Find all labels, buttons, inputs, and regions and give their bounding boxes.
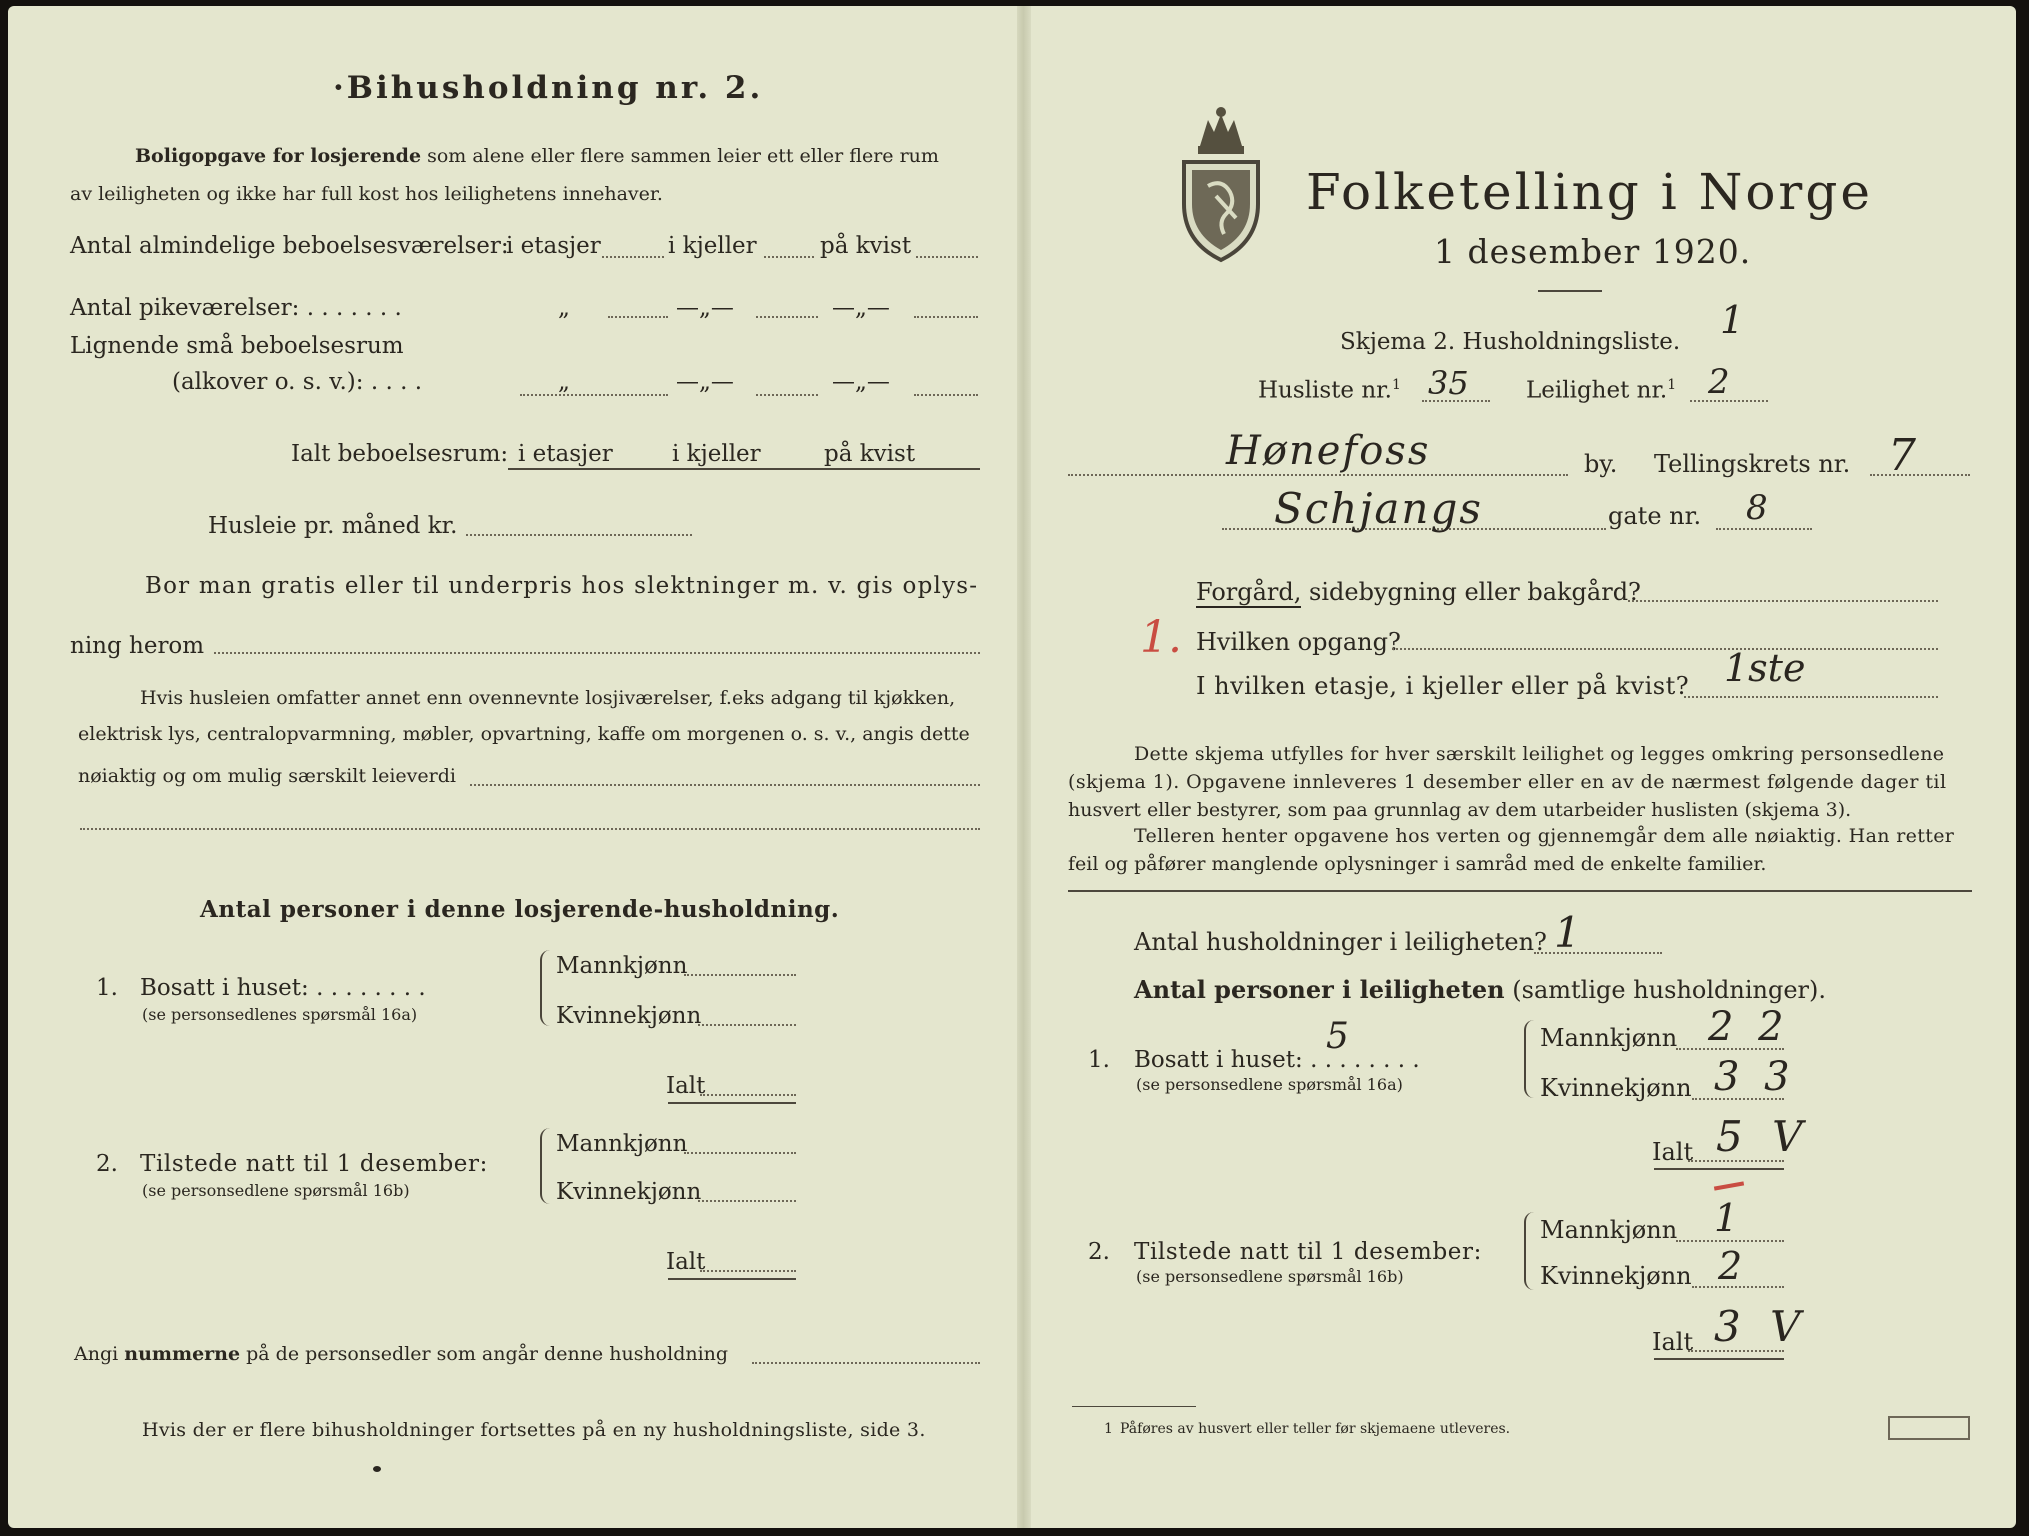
husliste-text: Husliste nr. xyxy=(1258,377,1392,404)
right-q1-num: 1. xyxy=(1088,1047,1110,1073)
continue-note: Hvis der er flere bihusholdninger fortsettes på en ny husholdningsliste, side 3. xyxy=(142,1419,926,1441)
ialt-kvist: på kvist xyxy=(824,441,916,467)
by-label: by. xyxy=(1584,450,1618,478)
right-q1-brace xyxy=(1524,1020,1534,1098)
leilighet-label xyxy=(1526,376,1676,405)
rent-label: Husleie pr. måned kr. xyxy=(208,513,458,539)
red-mark: 1. xyxy=(1140,612,1182,663)
right-q2-ialt-handwritten: 3 V xyxy=(1714,1302,1809,1351)
left-q2-ialt-field xyxy=(700,1270,796,1272)
right-q2-mann: Mannkjønn xyxy=(1540,1216,1678,1244)
ialt-kjeller: i kjeller xyxy=(672,441,761,467)
pike-ditto-3: —„— xyxy=(832,295,890,321)
rooms-etasjer: i etasjer xyxy=(506,233,601,259)
right-q2-brace xyxy=(1524,1212,1534,1290)
rent-field xyxy=(466,534,692,536)
city-field xyxy=(1068,474,1568,476)
right-q1-label: Bosatt i huset: . . . . . . . . xyxy=(1134,1047,1420,1073)
left-q2-mann: Mannkjønn xyxy=(556,1131,688,1157)
intro-bold: Boligopgave for losjerende xyxy=(135,145,422,167)
leilighet-text: Leilighet nr. xyxy=(1526,377,1668,404)
city-handwritten: Hønefoss xyxy=(1226,428,1431,474)
instr-1: Dette skjema utfylles for hver særskilt leilighet og legges omkring personsedlene xyxy=(1134,743,1945,765)
left-q1-ialt-field xyxy=(700,1094,796,1096)
note-3: nøiaktig og om mulig særskilt leieverdi xyxy=(78,765,456,787)
left-q1-mann-field xyxy=(684,974,796,976)
small-field-2 xyxy=(756,394,818,396)
small-field-3 xyxy=(914,394,978,396)
note-field xyxy=(470,784,980,786)
right-q2-mann-handwritten: 1 xyxy=(1714,1196,1739,1240)
red-check-mark xyxy=(1714,1181,1744,1190)
rooms-kvist: på kvist xyxy=(820,233,912,259)
instr-3: husvert eller bestyrer, som paa grunnlag av dem utarbeider huslisten (skjema 3). xyxy=(1068,799,1852,821)
left-q1-kvinne: Kvinnekjønn xyxy=(556,1003,702,1029)
left-title: ·Bihusholdning nr. 2. xyxy=(333,70,764,106)
small-ditto-3: —„— xyxy=(832,369,890,395)
left-q1-mann: Mannkjønn xyxy=(556,953,688,979)
persons-bold: Antal personer i leiligheten xyxy=(1134,975,1505,1004)
pike-ditto: „ xyxy=(558,295,570,321)
krets-field xyxy=(1870,474,1970,476)
pike-ditto-2: —„— xyxy=(676,295,734,321)
numbers-field xyxy=(752,1362,980,1364)
husliste-handwritten: 35 xyxy=(1428,364,1469,402)
numbers-bold: nummerne xyxy=(124,1343,241,1365)
instr-5: feil og påfører manglende oplysninger i samråd med de enkelte familier. xyxy=(1068,853,1767,875)
pike-field-3 xyxy=(914,316,978,318)
gate-label: gate nr. xyxy=(1608,502,1702,530)
krets-label: Tellingskrets nr. xyxy=(1654,450,1851,478)
footnote-rule xyxy=(1072,1406,1196,1407)
rooms-kjeller-field xyxy=(764,256,814,258)
free-text: Bor man gratis eller til underpris hos slektninger m. v. gis oplys- xyxy=(145,573,979,599)
hh-label: Antal husholdninger i leiligheten? xyxy=(1134,928,1547,956)
intro-line-1 xyxy=(135,144,939,168)
instr-2: (skjema 1). Opgavene innleveres 1 desember eller en av de nærmest følgende dager til xyxy=(1068,771,1947,793)
street-handwritten: Schjangs xyxy=(1274,484,1483,533)
instr-4: Telleren henter opgavene hos verten og gjennemgår dem alle nøiaktig. Han retter xyxy=(1134,825,1955,847)
left-q2-num: 2. xyxy=(96,1151,118,1177)
ink-dot xyxy=(373,1466,381,1472)
left-q1-brace xyxy=(540,950,550,1026)
left-q1-kvinne-field xyxy=(698,1024,796,1026)
left-q2-ialt-rule xyxy=(668,1278,796,1280)
left-q2-brace xyxy=(540,1128,550,1204)
schema-handwritten: 1 xyxy=(1720,298,1745,342)
left-q2-mann-field xyxy=(684,1152,796,1154)
census-form-sheet xyxy=(8,6,2016,1528)
rooms-kvist-field xyxy=(916,256,978,258)
right-q2-mann-field xyxy=(1676,1240,1784,1242)
left-q1-label: Bosatt i huset: . . . . . . . . xyxy=(140,975,426,1001)
free-field xyxy=(214,652,980,654)
left-q1-num: 1. xyxy=(96,975,118,1001)
rooms-etasjer-field xyxy=(602,256,664,258)
forgard-rest: sidebygning eller bakgård? xyxy=(1309,578,1641,606)
footnote-text: Påføres av husvert eller teller før skjemaene utleveres. xyxy=(1120,1421,1511,1437)
right-q1-mann-handwritten: 2 2 xyxy=(1708,1004,1790,1050)
forgard-underlined: Forgård, xyxy=(1196,578,1302,606)
note-1: Hvis husleien omfatter annet enn ovennevnte losjiværelser, f.eks adgang til kjøkken, xyxy=(140,687,956,709)
right-q1-handwritten: 5 xyxy=(1326,1016,1349,1057)
left-q2-kvinne: Kvinnekjønn xyxy=(556,1179,702,1205)
left-q1-ialt-rule xyxy=(668,1102,796,1104)
leilighet-handwritten: 2 xyxy=(1708,362,1730,402)
etasje-label: I hvilken etasje, i kjeller eller på kvist? xyxy=(1196,672,1690,700)
right-q1-ialt: Ialt xyxy=(1652,1138,1694,1166)
krets-handwritten: 7 xyxy=(1888,430,1916,481)
title-rule xyxy=(1538,290,1602,292)
etasje-handwritten: 1ste xyxy=(1724,646,1806,690)
left-q2-sub: (se personsedlene spørsmål 16b) xyxy=(142,1181,410,1200)
ialt-rooms-rule xyxy=(508,468,980,470)
persons-rest: (samtlige husholdninger). xyxy=(1512,976,1827,1004)
right-q2-num: 2. xyxy=(1088,1239,1110,1265)
husliste-label xyxy=(1258,376,1401,405)
right-q1-kvinne: Kvinnekjønn xyxy=(1540,1074,1692,1102)
left-q2-label: Tilstede natt til 1 desember: xyxy=(140,1151,488,1177)
small-ditto: „ xyxy=(558,369,570,395)
schema-label: Skjema 2. Husholdningsliste. xyxy=(1340,329,1681,355)
instr-rule xyxy=(1068,890,1972,892)
right-q1-ialt-rule xyxy=(1654,1168,1784,1170)
right-q1-ialt-handwritten: 5 V xyxy=(1716,1112,1811,1161)
numbers-line xyxy=(74,1342,728,1366)
leilighet-footnote: 1 xyxy=(1667,377,1677,393)
numbers-pre: Angi xyxy=(74,1343,119,1365)
right-persons-heading xyxy=(1134,976,1826,1004)
intro-line-2: av leiligheten og ikke har full kost hos leilighetens innehaver. xyxy=(70,183,663,205)
footnote-number: 1 xyxy=(1104,1421,1113,1437)
right-q2-label: Tilstede natt til 1 desember: xyxy=(1134,1239,1482,1265)
right-q2-ialt-rule xyxy=(1654,1358,1784,1360)
right-q2-ialt: Ialt xyxy=(1652,1328,1694,1356)
small-field-1 xyxy=(520,394,668,396)
opgang-field xyxy=(1392,648,1938,650)
intro-rest: som alene eller flere sammen leier ett eller flere rum xyxy=(427,145,939,167)
right-title: Folketelling i Norge xyxy=(1306,163,1873,221)
right-q2-kvinne: Kvinnekjønn xyxy=(1540,1262,1692,1290)
right-q1-sub: (se personsedlene spørsmål 16a) xyxy=(1136,1075,1403,1094)
hh-handwritten: 1 xyxy=(1554,908,1581,957)
right-q2-kvinne-handwritten: 2 xyxy=(1718,1244,1743,1288)
left-q1-ialt: Ialt xyxy=(666,1073,706,1099)
gate-handwritten: 8 xyxy=(1746,488,1768,528)
ialt-etasjer: i etasjer xyxy=(518,441,613,467)
left-q2-ialt: Ialt xyxy=(666,1249,706,1275)
numbers-rest: på de personsedler som angår denne husholdning xyxy=(246,1343,729,1365)
printer-stamp xyxy=(1888,1416,1970,1440)
note-2: elektrisk lys, centralopvarmning, møbler, opvartning, kaffe om morgenen o. s. v., angis dette xyxy=(78,723,970,745)
coat-of-arms-icon xyxy=(1178,106,1264,264)
small-ditto-2: —„— xyxy=(676,369,734,395)
small-rooms-label-2: (alkover o. s. v.): . . . . xyxy=(172,369,423,395)
pike-field-1 xyxy=(608,316,668,318)
left-q2-kvinne-field xyxy=(698,1200,796,1202)
census-date: 1 desember 1920. xyxy=(1434,232,1752,271)
right-q2-sub: (se personsedlene spørsmål 16b) xyxy=(1136,1267,1404,1286)
etasje-field xyxy=(1684,696,1938,698)
rooms-kjeller: i kjeller xyxy=(668,233,757,259)
small-rooms-label-1: Lignende små beboelsesrum xyxy=(70,333,404,359)
persons-heading: Antal personer i denne losjerende-husholdning. xyxy=(200,896,840,923)
forgard-field xyxy=(1628,600,1938,602)
free-text-2: ning herom xyxy=(70,633,205,659)
rooms-label: Antal almindelige beboelsesværelser: xyxy=(70,233,509,259)
gate-field xyxy=(1716,528,1812,530)
opgang-label: Hvilken opgang? xyxy=(1196,628,1401,656)
note-field-2 xyxy=(80,828,980,830)
pike-label: Antal pikeværelser: . . . . . . . xyxy=(70,295,402,321)
forgard-line xyxy=(1196,578,1641,606)
left-q1-sub: (se personsedlenes spørsmål 16a) xyxy=(142,1005,418,1024)
page-fold xyxy=(1017,6,1031,1528)
right-q1-kvinne-handwritten: 3 3 xyxy=(1714,1054,1796,1100)
pike-field-2 xyxy=(756,316,818,318)
husliste-footnote: 1 xyxy=(1391,377,1401,393)
right-q1-mann: Mannkjønn xyxy=(1540,1024,1678,1052)
ialt-rooms-label: Ialt beboelsesrum: xyxy=(291,441,509,467)
